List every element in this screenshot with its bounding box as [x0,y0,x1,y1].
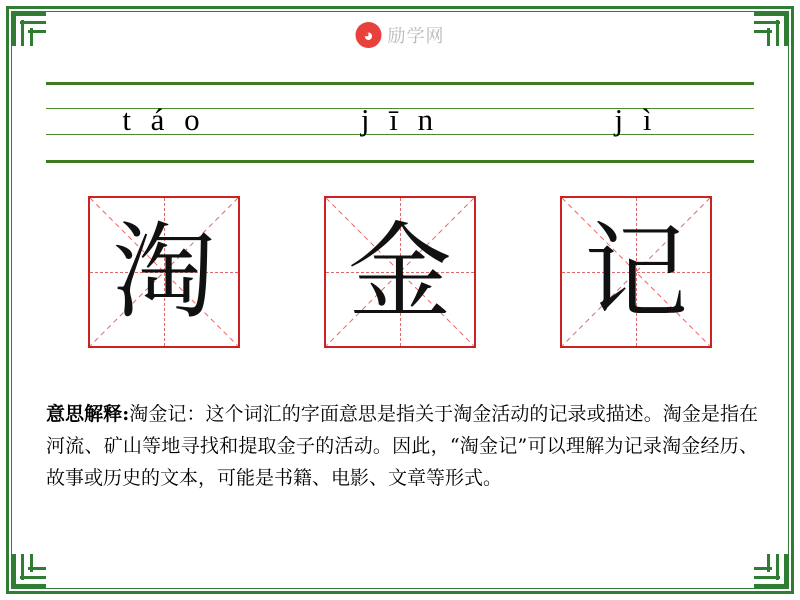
logo-text: 励学网 [387,26,445,46]
character-slot [282,196,518,356]
character-slot [518,196,754,356]
tianzige-box [324,196,476,348]
character-glyph: 淘 [111,211,216,333]
corner-ornament-bottom-right [754,554,788,588]
corner-ornament-top-right [754,12,788,46]
pinyin-staff [46,82,754,170]
site-logo[interactable] [356,22,445,48]
staff-line-1 [46,82,754,85]
corner-ornament-top-left [12,12,46,46]
pinyin-syllable: j ì [614,102,658,137]
pinyin-syllable: t á o [122,102,206,137]
character-grid-row [46,196,754,356]
character-glyph: 记 [583,211,688,333]
character-slot [46,196,282,356]
pinyin-syllable: j ī n [360,102,440,137]
tianzige-box [88,196,240,348]
pinyin-row [46,98,754,142]
explanation-paragraph [46,398,758,494]
character-glyph: 金 [347,211,452,333]
staff-line-4 [46,160,754,163]
tianzige-box [560,196,712,348]
logo-icon: ◕ [356,22,382,48]
explanation-body: 淘金记：这个词汇的字面意思是指关于淘金活动的记录或描述。淘金是指在河流、矿山等地寻找和提取金子的活动。因此，“淘金记”可以理解为记录淘金经历、故事或历史的文本，可能是书籍、电影、文章等形式。 [46,403,758,489]
corner-ornament-bottom-left [12,554,46,588]
explanation-label: 意思解释: [46,403,130,425]
